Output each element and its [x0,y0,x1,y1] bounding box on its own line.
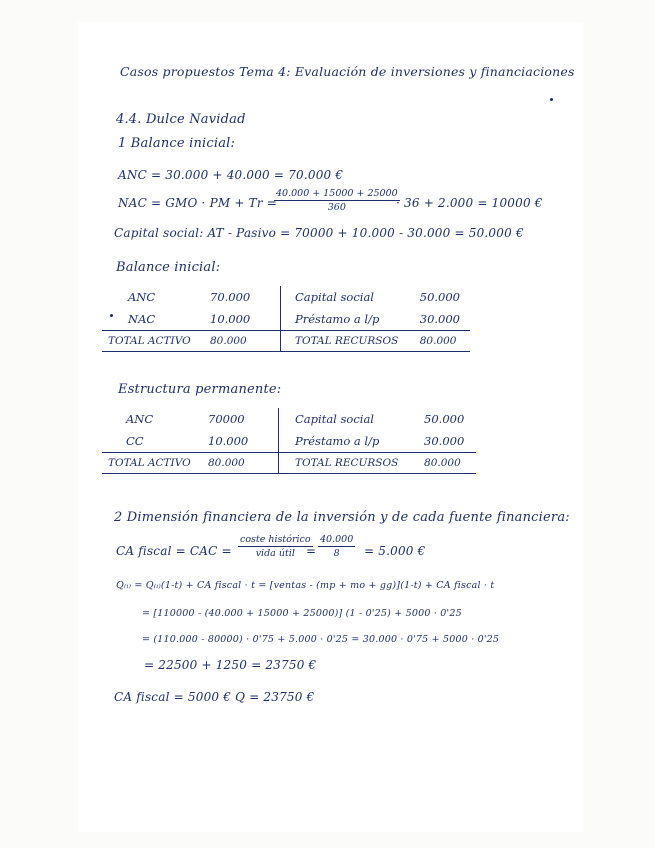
nac-formula-right: · 36 + 2.000 = 10000 € [396,196,543,210]
balance-label: CC [126,434,144,448]
total-label: TOTAL RECURSOS [281,331,414,352]
table-row [102,286,470,308]
total-value: 80.000 [204,331,281,352]
balance-value: 50.000 [424,412,465,426]
notebook-page [78,22,583,832]
total-label: TOTAL RECURSOS [279,453,419,474]
margin-dot [550,98,553,101]
q-line-3: = (110.000 - 80000) · 0'75 + 5.000 · 0'25 = 30.000 · 0'75 + 5000 · 0'25 [142,634,500,645]
page-title: Casos propuestos Tema 4: Evaluación de inversiones y financiaciones [120,64,575,79]
total-label: TOTAL ACTIVO [102,331,204,352]
total-value: 80.000 [202,453,279,474]
ca-equals: = [306,544,317,558]
ca-result: = 5.000 € [364,544,426,558]
ca-fraction-2-denominator: 8 [333,548,340,559]
balance-value: 50.000 [419,290,460,304]
total-value: 80.000 [418,453,476,474]
balance-inicial-table [102,286,470,352]
q-line-2: = [110000 - (40.000 + 15000 + 25000)] (1 - 0'25) + 5000 · 0'25 [142,608,462,619]
balance-label: Préstamo a l/p [279,430,419,453]
ca-fraction-2 [318,534,355,559]
ca-fraction-1-numerator: coste histórico [240,534,311,545]
balance-label: Capital social [279,408,419,430]
table-total-row [102,453,476,474]
table-row [102,308,470,331]
section-heading: 4.4. Dulce Navidad [116,112,246,127]
capital-social-line: Capital social: AT - Pasivo = 70000 + 10.000 - 30.000 = 50.000 € [114,226,524,240]
balance-label: ANC [126,412,154,426]
q-line-1: Q₍ᵢ₎ = Q₍ᵢ₎(1-t) + CA fiscal · t = [ventas - (mp + mo + gg)](1-t) + CA fiscal · t [116,580,495,591]
anc-line: ANC = 30.000 + 40.000 = 70.000 € [118,168,344,182]
total-label: TOTAL ACTIVO [102,453,202,474]
balance-label: ANC [128,290,156,304]
nac-formula-left: NAC = GMO · PM + Tr = [118,196,278,210]
part1-heading: 1 Balance inicial: [118,136,236,151]
ca-fraction-2-numerator: 40.000 [320,534,354,545]
summary-line: CA fiscal = 5000 € Q = 23750 € [114,690,315,704]
balance-value: 30.000 [424,434,465,448]
nac-fraction [274,188,400,213]
balance-value: 10.000 [208,434,249,448]
estructura-heading: Estructura permanente: [118,382,282,397]
total-value: 80.000 [414,331,470,352]
part2-heading: 2 Dimensión financiera de la inversión y de cada fuente financiera: [114,510,570,525]
ca-fiscal-left: CA fiscal = CAC = [116,544,232,558]
balance-value: 10.000 [210,312,251,326]
ca-fraction-1 [238,534,313,559]
balance-value: 70000 [208,412,245,426]
balance-label: Préstamo a l/p [281,308,414,331]
q-line-4: = 22500 + 1250 = 23750 € [144,658,317,672]
estructura-table [102,408,476,474]
nac-fraction-denominator: 360 [327,202,346,213]
table-row [102,408,476,430]
ca-fraction-1-denominator: vida útil [255,548,295,559]
balance-value: 70.000 [210,290,251,304]
balance-value: 30.000 [419,312,460,326]
nac-fraction-numerator: 40.000 + 15000 + 25000 [276,188,398,199]
table-row [102,430,476,453]
balance-inicial-heading: Balance inicial: [116,260,221,275]
table-total-row [102,331,470,352]
balance-label: Capital social [281,286,414,308]
balance-label: NAC [128,312,156,326]
